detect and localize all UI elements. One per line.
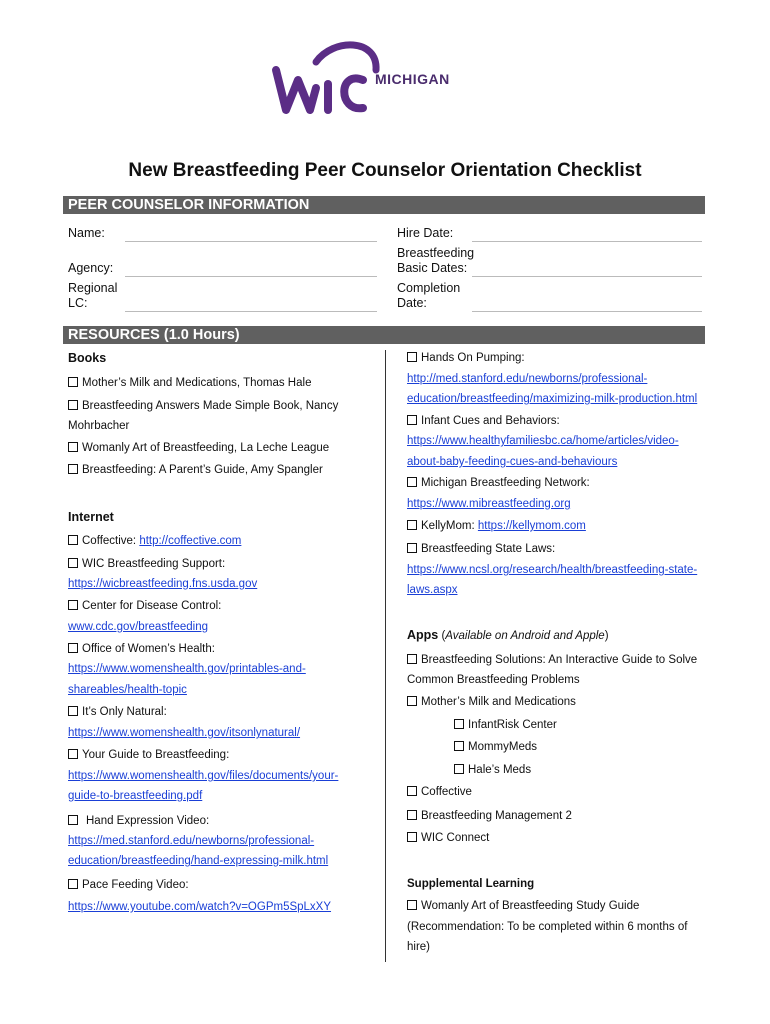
checkbox[interactable] [68, 600, 78, 610]
peer-info-heading: PEER COUNSELOR INFORMATION [63, 196, 705, 214]
checkbox[interactable] [454, 741, 464, 751]
cdc-link[interactable]: www.cdc.gov/breastfeeding [68, 621, 208, 633]
checkbox[interactable] [68, 558, 78, 568]
checkbox[interactable] [407, 415, 417, 425]
app-bf-management: Breastfeeding Management 2 [407, 806, 572, 827]
supp-study-guide: Womanly Art of Breastfeeding Study Guide [407, 896, 639, 917]
supplemental-heading: Supplemental Learning [407, 878, 535, 890]
checkbox[interactable] [68, 706, 78, 716]
coffective-link[interactable]: http://coffective.com [139, 535, 242, 547]
app-bf-solutions: Breastfeeding Solutions: An Interactive Guide to Solve [407, 650, 697, 671]
wic-support-link[interactable]: https://wicbreastfeeding.fns.usda.gov [68, 578, 258, 590]
checkbox[interactable] [68, 815, 78, 825]
app-mothers-milk: Mother’s Milk and Medications [407, 692, 576, 713]
checkbox[interactable] [68, 464, 78, 474]
app-infantrisk: InfantRisk Center [454, 715, 557, 736]
checkbox[interactable] [407, 900, 417, 910]
checkbox[interactable] [68, 643, 78, 653]
coffective-item: Coffective: http://coffective.com [68, 531, 241, 552]
agency-label: Agency: [68, 261, 114, 275]
pace-feeding-link[interactable]: https://www.youtube.com/watch?v=OGPm5SpLxXY [68, 901, 332, 913]
mbn-item: Michigan Breastfeeding Network: [407, 473, 590, 494]
owh-link-cont[interactable]: shareables/health-topic [68, 684, 187, 696]
wic-support-item: WIC Breastfeeding Support: [68, 554, 225, 575]
hand-expression-link[interactable]: https://med.stanford.edu/newborns/professional- [68, 835, 315, 847]
name-label: Name: [68, 226, 105, 240]
regional-label: Regional LC: [68, 281, 118, 310]
column-divider [385, 350, 386, 962]
checkbox[interactable] [407, 543, 417, 553]
guide-link[interactable]: https://www.womenshealth.gov/files/documents/your- [68, 770, 339, 782]
infant-cues-link-cont[interactable]: about-baby-feeding-cues-and-behaviours [407, 456, 618, 468]
checkbox[interactable] [454, 764, 464, 774]
supp-note: (Recommendation: To be completed within 6 months of [407, 921, 688, 933]
book-parents-guide: Breastfeeding: A Parent’s Guide, Amy Spangler [68, 460, 323, 481]
checkbox[interactable] [407, 352, 417, 362]
brand-name: MICHIGAN [375, 71, 450, 87]
guide-link-cont[interactable]: guide-to-breastfeeding.pdf [68, 790, 203, 802]
hands-on-pumping-link-cont[interactable]: education/breastfeeding/maximizing-milk-production.html [407, 393, 698, 405]
state-laws-link[interactable]: https://www.ncsl.org/research/health/breastfeeding-state- [407, 564, 698, 576]
guide-item: Your Guide to Breastfeeding: [68, 745, 229, 766]
hands-on-pumping-item: Hands On Pumping: [407, 348, 525, 369]
completion-date-label: Completion Date: [397, 281, 461, 310]
state-laws-link-cont[interactable]: laws.aspx [407, 584, 458, 596]
hands-on-pumping-link[interactable]: http://med.stanford.edu/newborns/professional- [407, 373, 648, 385]
hand-expression-item: Hand Expression Video: [68, 811, 209, 832]
right-column [407, 0, 707, 1024]
bf-basic-dates-label: Breastfeeding Basic Dates: [397, 246, 475, 275]
book-bf-answers-author: Mohrbacher [68, 420, 130, 432]
checkbox[interactable] [407, 832, 417, 842]
internet-heading: Internet [68, 510, 114, 524]
checkbox[interactable] [68, 879, 78, 889]
mbn-link[interactable]: https://www.mibreastfeeding.org [407, 498, 571, 510]
owh-item: Office of Women’s Health: [68, 639, 215, 660]
checkbox[interactable] [407, 810, 417, 820]
app-bf-solutions-cont: Common Breastfeeding Problems [407, 674, 580, 686]
owh-link[interactable]: https://www.womenshealth.gov/printables-and- [68, 663, 306, 675]
book-bf-answers: Breastfeeding Answers Made Simple Book, Nancy [68, 396, 338, 417]
kellymom-item: KellyMom: https://kellymom.com [407, 516, 586, 537]
checkbox[interactable] [68, 442, 78, 452]
book-mothers-milk: Mother’s Milk and Medications, Thomas Hale [68, 373, 311, 394]
hire-date-label: Hire Date: [397, 226, 454, 240]
supp-note-cont: hire) [407, 941, 431, 953]
book-womanly-art: Womanly Art of Breastfeeding, La Leche League [68, 438, 329, 459]
app-hales-meds: Hale’s Meds [454, 760, 531, 781]
pace-feeding-item: Pace Feeding Video: [68, 875, 189, 896]
ion-link[interactable]: https://www.womenshealth.gov/itsonlynatural/ [68, 727, 301, 739]
apps-heading: Apps (Available on Android and Apple) [407, 628, 609, 642]
app-wic-connect: WIC Connect [407, 828, 489, 849]
page-title: New Breastfeeding Peer Counselor Orientation Checklist [128, 160, 642, 181]
kellymom-link[interactable]: https://kellymom.com [477, 520, 586, 532]
hand-expression-link-cont[interactable]: education/breastfeeding/hand-expressing-milk.html [68, 855, 329, 867]
books-heading: Books [68, 351, 107, 365]
app-mommymeds: MommyMeds [454, 737, 537, 758]
checkbox[interactable] [68, 400, 78, 410]
ion-item: It’s Only Natural: [68, 702, 167, 723]
checkbox[interactable] [407, 477, 417, 487]
checkbox[interactable] [68, 377, 78, 387]
app-coffective: Coffective [407, 782, 472, 803]
cdc-item: Center for Disease Control: [68, 596, 221, 617]
left-column [68, 0, 378, 1024]
state-laws-item: Breastfeeding State Laws: [407, 539, 555, 560]
checkbox[interactable] [407, 520, 417, 530]
resources-heading: RESOURCES (1.0 Hours) [63, 326, 705, 344]
infant-cues-link[interactable]: https://www.healthyfamiliesbc.ca/home/articles/video- [407, 435, 679, 447]
checkbox[interactable] [454, 719, 464, 729]
checkbox[interactable] [68, 535, 78, 545]
infant-cues-item: Infant Cues and Behaviors: [407, 411, 560, 432]
checkbox[interactable] [407, 786, 417, 796]
checkbox[interactable] [407, 654, 417, 664]
checkbox[interactable] [68, 749, 78, 759]
checkbox[interactable] [407, 696, 417, 706]
